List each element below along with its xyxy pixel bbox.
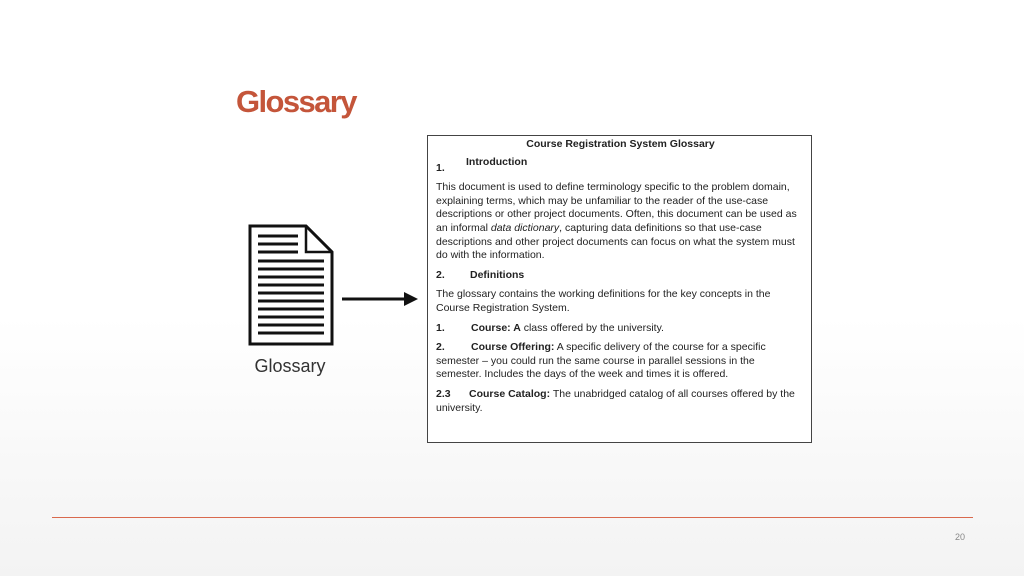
term-label: Course Catalog:: [469, 387, 551, 400]
slide-title: Glossary: [236, 84, 356, 119]
data-dictionary-emphasis: data dictionary: [490, 221, 560, 234]
term-course-catalog: 2.3 Course Catalog: The unabridged catalog of all courses offered by the university.: [436, 387, 795, 414]
definitions-heading: [436, 269, 799, 283]
definitions-label: Definitions: [470, 268, 525, 281]
intro-heading: [436, 156, 799, 176]
term-course-offering: 2. Course Offering: A specific delivery of the course for a specific semester – you could run the same course in parallel sessions in the semester. Includes the days of the week and times it is offered.: [436, 341, 766, 381]
definitions-number: 2.: [436, 268, 445, 281]
term-label: Course: A: [471, 321, 521, 334]
glossary-box-title: Course Registration System Glossary: [526, 138, 715, 150]
page-number: 20: [954, 532, 965, 542]
term-course: 1. Course: A class offered by the university.: [436, 321, 664, 334]
glossary-box: [427, 135, 812, 443]
intro-number: 1.: [436, 161, 445, 174]
definitions-paragraph: The glossary contains the working definitions for the key concepts in the Course Registration System.: [436, 288, 771, 314]
intro-label: Introduction: [466, 155, 528, 168]
document-caption: Glossary: [254, 356, 326, 376]
arrow-right-icon: [342, 290, 418, 308]
document-icon: [248, 224, 334, 346]
footer-rule: [52, 517, 973, 518]
term-label: Course Offering:: [471, 341, 555, 354]
intro-paragraph: This document is used to define terminology specific to the problem domain, explaining terms, which may be unfamiliar to the reader of the use-case descriptions or other project documents. Often, this document can be used as an informal data dictionary, capturing data definitions so that use-case descriptions and other project documents can focus on what the system must do with the information.: [436, 181, 797, 262]
